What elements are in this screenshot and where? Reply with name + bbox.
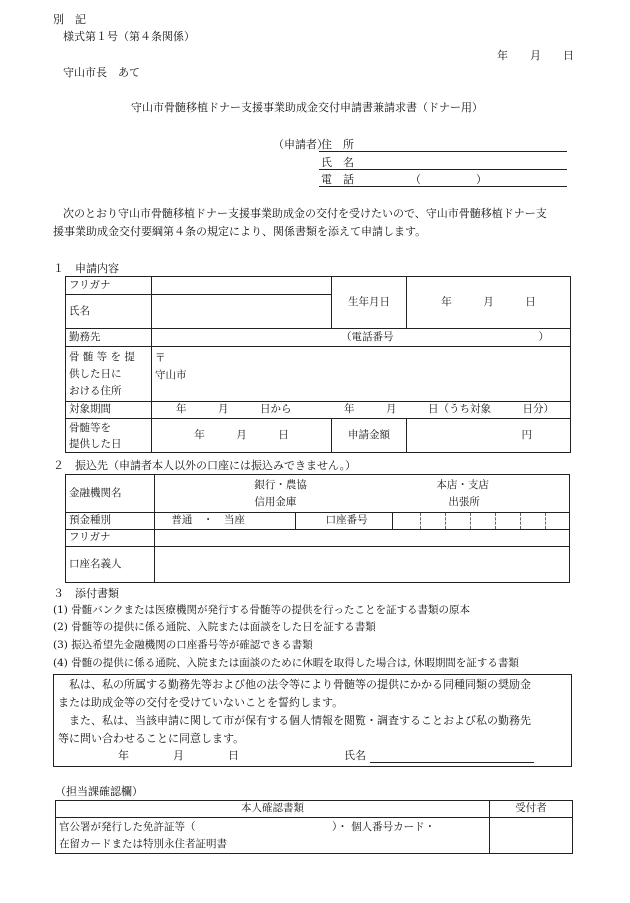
- intro-line-1: 次のとおり守山市骨髄移植ドナー支援事業助成金の交付を受けたいので、守山市骨髄移植ドナー支: [63, 207, 547, 220]
- applicant-phone-paren: （ ）: [410, 173, 487, 186]
- besshi-label: 別 記: [53, 13, 86, 26]
- pledge-signature-label: 氏名: [344, 749, 366, 762]
- address-label: 骨 髄 等 を 提 供した日に おける住所: [66, 347, 152, 402]
- city-name: 守山市: [155, 369, 187, 381]
- bank-furigana-field[interactable]: [155, 530, 570, 547]
- furigana-label: フリガナ: [66, 277, 152, 295]
- account-digit[interactable]: [421, 513, 446, 530]
- pledge-date[interactable]: 年 月 日: [118, 749, 239, 762]
- account-number-label: 口座番号: [295, 513, 393, 530]
- branch-types-1: 本店・支店: [436, 478, 489, 491]
- office-receiver-field[interactable]: [490, 818, 573, 854]
- applicant-name-label: 氏 名: [321, 156, 354, 169]
- bank-types-2: 信用金庫: [254, 495, 297, 508]
- amount-unit: 円: [521, 428, 532, 441]
- amount-label: 申請金額: [332, 419, 407, 453]
- applicant-address-label: 住 所: [321, 138, 354, 151]
- account-digit[interactable]: [471, 513, 496, 530]
- applicant-phone-line[interactable]: [319, 186, 567, 187]
- bank-field[interactable]: [155, 475, 570, 513]
- account-type-value[interactable]: 普通 ・ 当座: [155, 513, 295, 530]
- address-field[interactable]: [152, 347, 571, 402]
- workplace-phone-label: （電話番号: [341, 330, 394, 343]
- birth-label: 生年月日: [332, 277, 407, 329]
- attachment-item-1: (1) 骨髄バンクまたは医療機関が発行する骨髄等の提供を行ったことを証する書類の原本: [53, 604, 470, 616]
- branch-types-2: 出張所: [448, 495, 480, 508]
- account-holder-label: 口座名義人: [66, 547, 155, 583]
- section2-heading: ２ 振込先（申請者本人以外の口座には振込みできません。）: [53, 459, 357, 472]
- addressee: 守山市長 あて: [63, 66, 140, 79]
- section3-heading: ３ 添付書類: [53, 587, 119, 600]
- attachment-item-4: (4) 骨髄の提供に係る通院、入院または面談のために休暇を取得した場合は, 休暇期間を証する書類: [53, 657, 519, 669]
- workplace-label: 勤務先: [66, 329, 152, 347]
- workplace-phone-close: ）: [538, 330, 549, 343]
- name-field[interactable]: [152, 295, 332, 329]
- attachment-item-3: (3) 振込希望先金融機関の口座番号等が確認できる書類: [53, 639, 313, 651]
- pledge-signature-line[interactable]: [370, 762, 534, 763]
- workplace-field[interactable]: [152, 329, 571, 347]
- office-heading: （担当課確認欄）: [55, 785, 143, 798]
- applicant-address-line[interactable]: [319, 151, 567, 152]
- account-type-label: 預金種別: [66, 513, 155, 530]
- bank-table: [65, 474, 570, 583]
- office-col-receiver: 受付者: [490, 801, 573, 818]
- provision-date-value[interactable]: 年 月 日: [152, 419, 332, 453]
- application-table: [65, 276, 571, 453]
- period-value[interactable]: 年 月 日から 年 月 日（うち対象 日分）: [152, 402, 571, 419]
- applicant-phone-label: 電 話: [321, 173, 354, 186]
- furigana-field[interactable]: [152, 277, 332, 295]
- pledge-box: [53, 674, 572, 767]
- pledge-line-1: 私は、私の所属する勤務先等および他の法令等により骨髄等の提供にかかる同種同類の奨励金: [58, 678, 531, 691]
- account-digit[interactable]: [446, 513, 471, 530]
- name-label: 氏名: [66, 295, 152, 329]
- period-label: 対象期間: [66, 402, 152, 419]
- postal-mark: 〒: [155, 352, 166, 364]
- amount-field[interactable]: [407, 419, 571, 453]
- account-digit[interactable]: [393, 513, 421, 530]
- account-digit[interactable]: [496, 513, 521, 530]
- birth-value[interactable]: 年 月 日: [407, 277, 571, 329]
- account-digit[interactable]: [520, 513, 545, 530]
- office-col-id-docs: 本人確認書類: [56, 801, 490, 818]
- provision-date-label: 骨髄等を 提供した日: [66, 419, 152, 453]
- bank-types-1: 銀行・農協: [254, 478, 307, 491]
- pledge-line-3: また、私は、当該申請に関して市が保有する個人情報を閲覧・調査することおよび私の勤務先: [58, 714, 531, 727]
- bank-furigana-label: フリガナ: [66, 530, 155, 547]
- form-title: 守山市骨髄移植ドナー支援事業助成金交付申請書兼請求書（ドナー用）: [131, 101, 483, 114]
- applicant-label: （申請者）: [273, 138, 328, 151]
- account-digit[interactable]: [545, 513, 569, 530]
- pledge-line-4: 等に問い合わせることに同意します。: [58, 732, 245, 745]
- applicant-name-line[interactable]: [319, 169, 567, 170]
- office-id-docs[interactable]: 官公署が発行した免許証等（ ）・ 個人番号カード・ 在留カードまたは特別永住者証明書: [56, 818, 490, 854]
- section1-heading: １ 申請内容: [53, 262, 119, 275]
- form-date: 年 月 日: [497, 49, 574, 62]
- pledge-line-2: または助成金等の交付を受けていないことを誓約します。: [58, 696, 344, 709]
- form-number: 様式第１号（第４条関係）: [63, 30, 195, 43]
- attachment-item-2: (2) 骨髄等の提供に係る通院、入院または面談をした日を証する書類: [53, 621, 376, 633]
- bank-label: 金融機関名: [66, 475, 155, 513]
- intro-line-2: 援事業助成金交付要綱第４条の規定により、関係書類を添えて申請します。: [53, 225, 427, 238]
- account-holder-field[interactable]: [155, 547, 570, 583]
- office-table: [55, 800, 573, 854]
